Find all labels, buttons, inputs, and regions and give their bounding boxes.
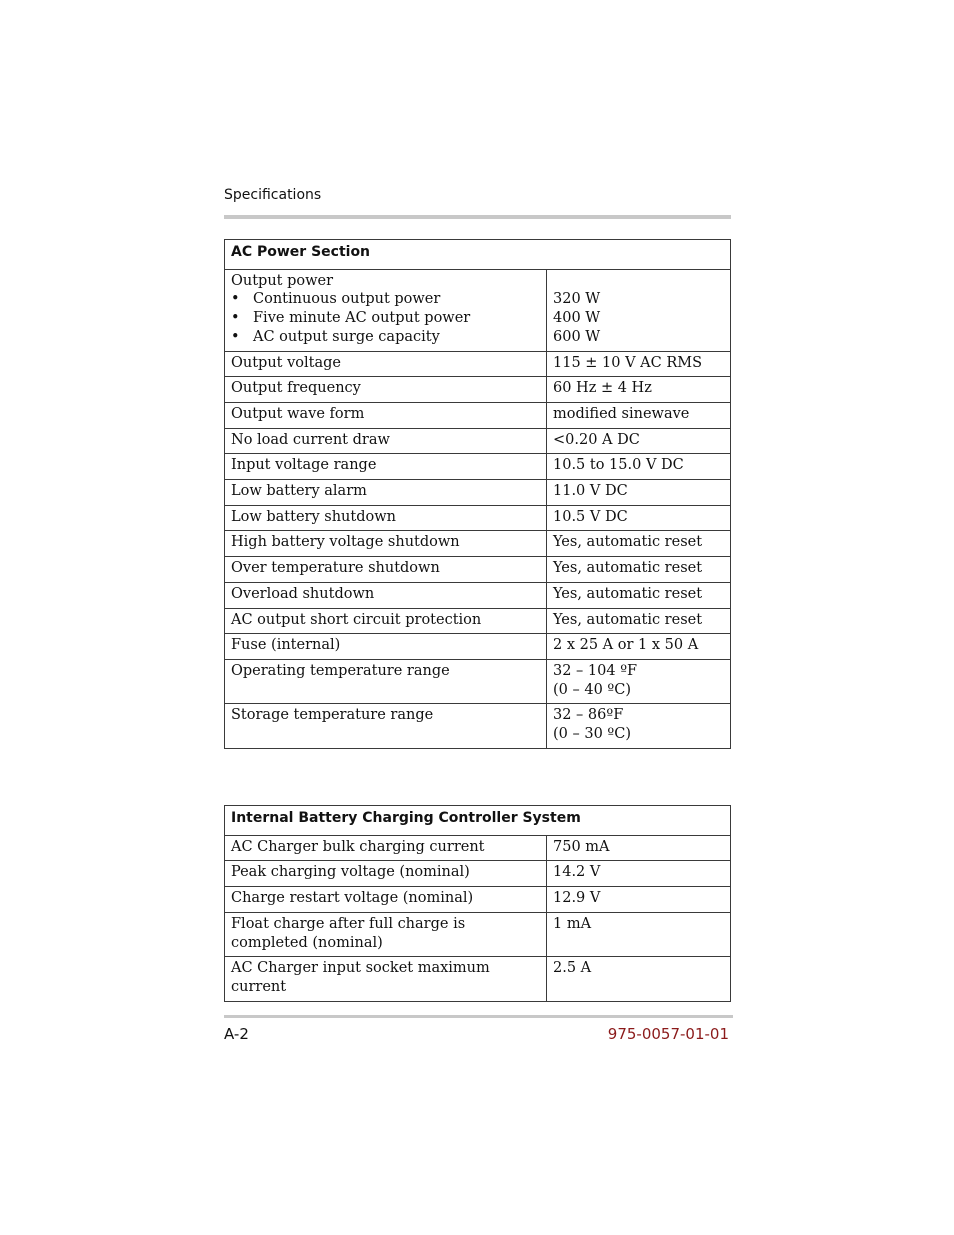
battery-charging-table (224, 805, 731, 1002)
table-heading-row (225, 806, 731, 836)
value-line: 32 – 86ºF (553, 707, 624, 724)
row-value: 115 ± 10 V AC RMS (547, 351, 731, 377)
value-line: (0 – 30 ºC) (553, 726, 631, 743)
row-label: Over temperature shutdown (225, 557, 547, 583)
row-label: Peak charging voltage (nominal) (225, 861, 547, 887)
table-row (225, 269, 731, 351)
value-line: 400 W (553, 310, 601, 327)
table-heading: AC Power Section (225, 240, 731, 270)
row-value: <0.20 A DC (547, 428, 731, 454)
output-power-label: Output power (231, 272, 334, 289)
value-line: 320 W (553, 291, 601, 308)
row-label: Output voltage (225, 351, 547, 377)
row-label: AC Charger bulk charging current (225, 835, 547, 861)
row-label: No load current draw (225, 428, 547, 454)
table-row (225, 351, 731, 377)
row-label: Storage temperature range (225, 704, 547, 748)
table-heading: Internal Battery Charging Controller System (225, 806, 731, 836)
header-rule (224, 215, 731, 219)
output-power-list (231, 290, 540, 346)
table-row (225, 428, 731, 454)
row-label: AC Charger input socket maximum current (225, 957, 547, 1001)
row-label: Fuse (internal) (225, 634, 547, 660)
table-row (225, 957, 731, 1001)
row-value: 60 Hz ± 4 Hz (547, 377, 731, 403)
row-label: AC output short circuit protection (225, 608, 547, 634)
table-heading-row (225, 240, 731, 270)
table-row (225, 887, 731, 913)
row-label: High battery voltage shutdown (225, 531, 547, 557)
row-value (547, 269, 731, 351)
row-value: Yes, automatic reset (547, 531, 731, 557)
table-row (225, 634, 731, 660)
row-label: Operating temperature range (225, 659, 547, 703)
table-row (225, 582, 731, 608)
row-label: Low battery alarm (225, 480, 547, 506)
list-item: • Continuous output power (231, 290, 540, 309)
row-value: 10.5 V DC (547, 505, 731, 531)
row-label: Low battery shutdown (225, 505, 547, 531)
row-value: 11.0 V DC (547, 480, 731, 506)
row-label: Overload shutdown (225, 582, 547, 608)
row-label: Input voltage range (225, 454, 547, 480)
table-row (225, 531, 731, 557)
table-row (225, 861, 731, 887)
row-value: 10.5 to 15.0 V DC (547, 454, 731, 480)
row-value: modified sinewave (547, 402, 731, 428)
row-value: 14.2 V (547, 861, 731, 887)
table-row (225, 659, 731, 703)
table-row (225, 454, 731, 480)
row-value: 2 x 25 A or 1 x 50 A (547, 634, 731, 660)
table-row (225, 505, 731, 531)
page-number: A-2 (224, 1025, 249, 1043)
table-row (225, 557, 731, 583)
table-row (225, 480, 731, 506)
row-value: 12.9 V (547, 887, 731, 913)
row-label: Charge restart voltage (nominal) (225, 887, 547, 913)
value-line: 32 – 104 ºF (553, 662, 638, 679)
row-value (547, 659, 731, 703)
row-value: Yes, automatic reset (547, 557, 731, 583)
list-item: • AC output surge capacity (231, 328, 540, 347)
row-label: Float charge after full charge is completed (nominal) (225, 912, 547, 956)
row-label: Output frequency (225, 377, 547, 403)
row-value (547, 704, 731, 748)
value-line: (0 – 40 ºC) (553, 681, 631, 698)
running-head: Specifications (224, 187, 322, 203)
table-row (225, 608, 731, 634)
table-row (225, 835, 731, 861)
footer-rule (224, 1015, 733, 1018)
table-row (225, 377, 731, 403)
row-label (225, 269, 547, 351)
list-item: • Five minute AC output power (231, 309, 540, 328)
row-label: Output wave form (225, 402, 547, 428)
row-value: Yes, automatic reset (547, 582, 731, 608)
document-number: 975-0057-01-01 (607, 1025, 729, 1043)
table-row (225, 704, 731, 748)
row-value: 1 mA (547, 912, 731, 956)
table-row (225, 402, 731, 428)
row-value: 750 mA (547, 835, 731, 861)
value-line: 600 W (553, 328, 601, 345)
table-row (225, 912, 731, 956)
ac-power-table (224, 239, 731, 749)
row-value: 2.5 A (547, 957, 731, 1001)
row-value: Yes, automatic reset (547, 608, 731, 634)
